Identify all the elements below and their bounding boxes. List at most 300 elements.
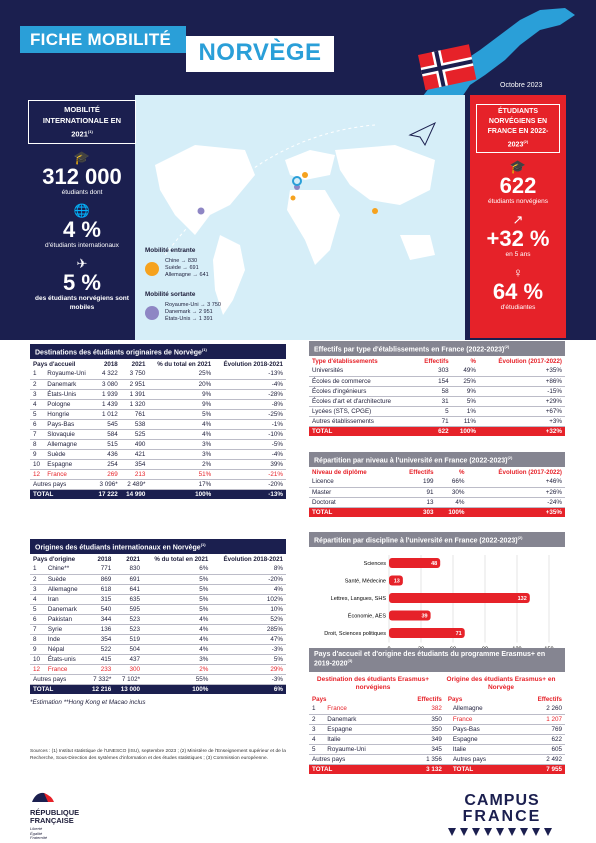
country-cell: États-Unis (44, 389, 93, 399)
table-cell: Italie (445, 744, 516, 754)
table-cell: 345 (396, 744, 445, 754)
table-cell: 1 439 (93, 399, 121, 409)
table-cell: +46% (468, 477, 566, 487)
table-header: 2021 (126, 555, 141, 563)
table-cell: 622 (516, 734, 565, 744)
table-cell: 5% (452, 396, 479, 406)
table-cell: -24% (468, 497, 566, 507)
rank-cell: 2 (30, 379, 44, 389)
country-cell: Pakistan (45, 614, 86, 624)
table-cell: 1 939 (93, 389, 121, 399)
table-cell: 4% (143, 644, 211, 654)
table-cell: Espagne (445, 734, 516, 744)
table-cell: 3 750 (121, 369, 149, 379)
table-row (309, 744, 565, 754)
table-cell: 350 (396, 714, 445, 724)
table-row (30, 604, 286, 614)
table-cell: 3% (148, 439, 214, 449)
rank-cell: 5 (30, 604, 45, 614)
total-row (309, 507, 565, 517)
category-label: Économie, AES (347, 613, 386, 620)
table-cell: 13 (394, 497, 437, 507)
table-cell: 3% (148, 449, 214, 459)
table-cell: 55% (143, 674, 211, 684)
table-cell: 136 (86, 624, 115, 634)
country-cell: Allemagne (44, 439, 93, 449)
table-cell: 3% (143, 654, 211, 664)
table-cell: -15% (479, 386, 565, 396)
table-cell: 58 (414, 386, 452, 396)
table-row (30, 614, 286, 624)
country-cell: Pays-Bas (44, 419, 93, 429)
table-row (30, 439, 286, 449)
table-cell: Autres pays (30, 674, 86, 684)
erasmus-section (309, 648, 565, 774)
stat-fr-growth: +32 % (486, 226, 550, 252)
table-cell: 584 (93, 429, 121, 439)
table-cell: 51% (148, 469, 214, 479)
table-row (309, 366, 565, 376)
table-cell: TOTAL (309, 426, 414, 436)
table-cell: 9% (452, 386, 479, 396)
table-cell: 39% (214, 459, 286, 469)
graduation-cap-icon: 🎓 (73, 149, 91, 165)
table-cell: 6% (143, 564, 211, 574)
table-cell: 622 (414, 426, 452, 436)
table-row (309, 497, 565, 507)
table-cell: +32% (479, 426, 565, 436)
table-cell: 71 (414, 416, 452, 426)
table-header: % (470, 357, 476, 365)
table-row (309, 714, 565, 724)
table-cell: 1 012 (93, 409, 121, 419)
outbound-dot (145, 306, 159, 320)
table-cell: 4% (143, 624, 211, 634)
rank-cell: 4 (30, 594, 45, 604)
table-cell: -4% (214, 379, 286, 389)
table-cell: TOTAL (309, 507, 394, 517)
origins-section (30, 539, 286, 706)
country-cell: Iran (45, 594, 86, 604)
table-cell: 12 (30, 664, 45, 674)
table-row (30, 624, 286, 634)
destinations-section (30, 344, 286, 499)
table-cell: +35% (479, 366, 565, 376)
table-cell: 5% (143, 584, 211, 594)
table-cell: 154 (414, 376, 452, 386)
table-cell: -21% (214, 469, 286, 479)
table-cell: 31 (414, 396, 452, 406)
table-cell: 421 (121, 449, 149, 459)
paper-plane-icon (410, 123, 435, 145)
table-cell: Doctorat (309, 497, 394, 507)
erasmus-right-sub: Origine des étudiants Erasmus+ en Norvège (446, 676, 556, 691)
country-cell: Inde (45, 634, 86, 644)
table-header: Type d'établissements (312, 357, 378, 365)
table-cell: 436 (93, 449, 121, 459)
rank-cell: 10 (30, 654, 45, 664)
table-cell: 605 (516, 744, 565, 754)
table-cell: 5% (143, 594, 211, 604)
table-header: 2018 (97, 555, 112, 563)
stat-fr-women-label: d'étudiantes (500, 304, 536, 312)
graduation-cap-icon: 🎓 (509, 159, 527, 175)
table-cell: TOTAL (30, 489, 93, 499)
table-cell: Royaume-Uni (324, 744, 396, 754)
table-cell: 2 260 (516, 704, 565, 714)
growth-icon: ↗ (512, 212, 524, 228)
outbound-line: États-Unis → 1 391 (165, 316, 213, 322)
stat-international-label: d'étudiants internationaux (45, 241, 119, 249)
table-cell: France (445, 714, 516, 724)
table-cell: 540 (86, 604, 115, 614)
table-cell: 4 (309, 734, 324, 744)
table-cell: +35% (468, 507, 566, 517)
erasmus-title: Pays d'accueil et d'origine des étudiants du programme Erasmus+ en 2019-2020$^{(3)}$ (309, 648, 565, 672)
erasmus-left-sub: Destination des étudiants Erasmus+ norvégiens (316, 676, 430, 691)
table-cell: -10% (214, 429, 286, 439)
table-cell: 350 (396, 724, 445, 734)
table-cell: 344 (86, 614, 115, 624)
niveau-table (309, 467, 565, 517)
right-stats-panel (470, 95, 566, 338)
rank-cell: 9 (30, 644, 45, 654)
table-header: % du total en 2021 (157, 360, 212, 368)
stat-fr-students: 622 (499, 173, 537, 199)
other-row (309, 754, 565, 764)
table-row (30, 574, 286, 584)
outbound-line: Royaume-Uni → 3 750 (165, 302, 221, 308)
table-cell: 29% (211, 664, 286, 674)
table-cell: 523 (114, 624, 143, 634)
plane-icon: ✈ (76, 255, 88, 271)
table-cell: 525 (121, 429, 149, 439)
table-cell: 618 (86, 584, 115, 594)
republique-francaise-logo (30, 790, 120, 841)
table-cell: 761 (121, 409, 149, 419)
table-row (309, 386, 565, 396)
table-header: Niveau de diplôme (312, 468, 367, 476)
table-cell: 2% (143, 664, 211, 674)
table-cell: -3% (211, 644, 286, 654)
bar (389, 593, 530, 603)
table-cell: France (324, 704, 396, 714)
table-cell: 233 (86, 664, 115, 674)
table-row (309, 487, 565, 497)
table-note: *Estimation **Hong Kong et Macao inclus (30, 699, 146, 706)
table-row (30, 379, 286, 389)
table-cell: 349 (396, 734, 445, 744)
rank-cell: 7 (30, 429, 44, 439)
table-row (30, 449, 286, 459)
table-cell: 300 (114, 664, 143, 674)
destinations-title: Destinations des étudiants originaires de Norvège$^{(1)}$ (30, 344, 286, 359)
table-cell: 5% (143, 574, 211, 584)
table-row (309, 376, 565, 386)
table-header: % (458, 468, 465, 476)
table-header: Évolution (2017-2022) (498, 468, 562, 476)
category-label: Lettres, Langues, SHS (330, 596, 386, 602)
origins-table (30, 554, 286, 694)
table-cell: 522 (86, 644, 115, 654)
rank-cell: 4 (30, 399, 44, 409)
table-cell: 2% (148, 459, 214, 469)
table-cell: 769 (516, 724, 565, 734)
table-header: Évolution 2018-2021 (223, 555, 283, 563)
cf-line: FRANCE (462, 808, 542, 825)
niveau-section (309, 452, 565, 517)
table-cell: Autres pays (309, 754, 396, 764)
table-cell: 538 (121, 419, 149, 429)
etab-title: Effectifs par type d'établissements en France (2022-2023)$^{(2)}$ (309, 341, 565, 356)
table-cell: 25% (452, 376, 479, 386)
table-row (309, 416, 565, 426)
table-cell: 2 492 (516, 754, 565, 764)
total-row (30, 489, 286, 499)
france-row (30, 664, 286, 674)
table-cell: 5% (148, 409, 214, 419)
table-cell: Autres établissements (309, 416, 414, 426)
table-cell: TOTAL (30, 684, 86, 694)
table-cell: 14 990 (121, 489, 149, 499)
table-cell: 4% (148, 429, 214, 439)
bar-value-label: 48 (431, 561, 438, 567)
table-cell: +26% (468, 487, 566, 497)
bar-value-label: 132 (517, 596, 527, 602)
country-cell: Pologne (44, 399, 93, 409)
table-cell: 303 (394, 507, 437, 517)
table-row (30, 399, 286, 409)
table-cell: 6% (211, 684, 286, 694)
stat-students-label: étudiants dont (61, 188, 103, 196)
rank-cell: 8 (30, 634, 45, 644)
rank-cell: 3 (30, 584, 45, 594)
table-cell: Master (309, 487, 394, 497)
table-cell: 91 (394, 487, 437, 497)
table-cell: 354 (86, 634, 115, 644)
rf-motto: Liberté (30, 826, 43, 831)
table-cell: 303 (414, 366, 452, 376)
stat-fr-women: 64 % (492, 279, 544, 305)
table-cell: 1 320 (121, 399, 149, 409)
table-cell: +3% (479, 416, 565, 426)
rf-line: FRANÇAISE (30, 816, 74, 825)
rank-cell: 10 (30, 459, 44, 469)
table-cell: 2 951 (121, 379, 149, 389)
table-cell: 213 (121, 469, 149, 479)
table-cell: 3 132 (396, 764, 445, 774)
rank-cell: 7 (30, 624, 45, 634)
table-row (30, 654, 286, 664)
table-cell: 5 (309, 744, 324, 754)
table-cell: 100% (437, 507, 468, 517)
table-cell: 7 955 (516, 764, 565, 774)
table-cell: +29% (479, 396, 565, 406)
table-cell: -1% (214, 419, 286, 429)
country-cell: Népal (45, 644, 86, 654)
category-label: Droit, Sciences politiques (324, 631, 386, 637)
table-cell: 1 (309, 704, 324, 714)
total-row (309, 764, 565, 774)
table-cell: 315 (86, 594, 115, 604)
country-cell: Hongrie (44, 409, 93, 419)
table-row (309, 734, 565, 744)
table-cell: 12 216 (86, 684, 115, 694)
inbound-line: Suède → 691 (165, 265, 199, 271)
table-cell: 4% (211, 584, 286, 594)
table-cell: 199 (394, 477, 437, 487)
table-cell: 12 (30, 469, 44, 479)
table-cell: 515 (93, 439, 121, 449)
outbound-line: Danemark → 2 951 (165, 309, 213, 315)
table-cell: 285% (211, 624, 286, 634)
table-cell: 641 (114, 584, 143, 594)
left-heading: MOBILITÉ INTERNATIONALE EN 2021$^{(1)}$ (28, 100, 136, 144)
table-cell: Danemark (324, 714, 396, 724)
table-row (30, 459, 286, 469)
stat-fr-growth-label: en 5 ans (505, 251, 531, 259)
table-cell: -13% (214, 369, 286, 379)
table-cell: Pays-Bas (445, 724, 516, 734)
table-cell: Espagne (324, 724, 396, 734)
table-cell: 100% (452, 426, 479, 436)
table-row (30, 584, 286, 594)
erasmus-table (309, 694, 565, 774)
table-header: Évolution (2017-2022) (498, 357, 562, 365)
campus-france-logo (438, 793, 566, 843)
table-cell: -5% (214, 439, 286, 449)
stat-mobile-label: des étudiants norvégiens sont mobiles (35, 294, 129, 311)
country-cell: Slovaquie (44, 429, 93, 439)
table-header: % du total en 2021 (154, 555, 209, 563)
table-header: Effectifs (424, 357, 449, 365)
category-label: Santé, Médecine (344, 578, 386, 585)
country-cell: États-unis (45, 654, 86, 664)
table-cell: 20% (148, 379, 214, 389)
country-cell: Chine** (45, 564, 86, 574)
table-header: 2021 (131, 360, 146, 368)
table-cell: 25% (148, 369, 214, 379)
table-cell: 17% (148, 479, 214, 489)
table-cell: 10% (211, 604, 286, 614)
table-row (309, 396, 565, 406)
country-cell: Danemark (44, 379, 93, 389)
table-cell: Lycées (STS, CPGE) (309, 406, 414, 416)
table-cell: 269 (93, 469, 121, 479)
table-cell: 1 356 (396, 754, 445, 764)
table-cell: 1% (452, 406, 479, 416)
table-cell: 4% (148, 419, 214, 429)
france-row (30, 469, 286, 479)
cf-line: CAMPUS (464, 792, 540, 809)
rank-cell: 1 (30, 564, 45, 574)
table-cell: 5% (211, 654, 286, 664)
table-header: Pays (312, 695, 327, 703)
page-title: FICHE MOBILITÉ (20, 26, 186, 53)
bar-value-label: 13 (393, 578, 400, 585)
inbound-line: Allemagne → 641 (165, 272, 209, 278)
table-header: Effectifs (537, 695, 562, 703)
table-header: Effectifs (417, 695, 442, 703)
other-row (30, 479, 286, 489)
table-cell: 8% (211, 564, 286, 574)
table-cell: 254 (93, 459, 121, 469)
table-header: Pays d'origine (33, 555, 76, 563)
category-label: Sciences (363, 561, 386, 567)
table-cell: 869 (86, 574, 115, 584)
table-cell: France (45, 664, 86, 674)
table-cell: 100% (143, 684, 211, 694)
table-cell: -25% (214, 409, 286, 419)
table-row (30, 634, 286, 644)
country-cell: Syrie (45, 624, 86, 634)
table-cell: 4% (437, 497, 468, 507)
table-cell: -4% (214, 449, 286, 459)
table-cell: 523 (114, 614, 143, 624)
table-cell: +67% (479, 406, 565, 416)
table-cell: TOTAL (445, 764, 516, 774)
table-cell: Allemagne (445, 704, 516, 714)
bar (389, 628, 465, 638)
table-cell: 4% (143, 634, 211, 644)
table-cell: 11% (452, 416, 479, 426)
country-title: NORVÈGE (186, 36, 334, 72)
table-cell: 415 (86, 654, 115, 664)
country-cell: Royaume-Uni (44, 369, 93, 379)
table-header: Pays d'accueil (33, 360, 76, 368)
inbound-title: Mobilité entrante (145, 247, 196, 254)
table-row (30, 419, 286, 429)
table-cell: 771 (86, 564, 115, 574)
table-header: 2018 (103, 360, 118, 368)
table-cell: 3 096* (93, 479, 121, 489)
country-cell: Danemark (45, 604, 86, 614)
table-cell: -13% (214, 489, 286, 499)
table-cell: Italie (324, 734, 396, 744)
country-cell: Suède (45, 574, 86, 584)
table-cell: TOTAL (309, 764, 396, 774)
etab-section (309, 341, 565, 436)
discipline-chart (309, 547, 565, 652)
table-cell: 490 (121, 439, 149, 449)
country-cell: Suède (44, 449, 93, 459)
norway-outline-icon (380, 0, 580, 110)
table-cell: 5% (143, 604, 211, 614)
table-cell: 13 000 (114, 684, 143, 694)
table-cell: Écoles d'art et d'architecture (309, 396, 414, 406)
female-icon: ♀ (513, 265, 523, 281)
table-cell: 2 (309, 714, 324, 724)
table-cell: 52% (211, 614, 286, 624)
table-row (30, 644, 286, 654)
table-cell: 830 (114, 564, 143, 574)
niveau-title: Répartition par niveau à l'université en France (2022-2023)$^{(2)}$ (309, 452, 565, 467)
table-cell: Écoles d'ingénieurs (309, 386, 414, 396)
marianne-icon (30, 790, 56, 804)
table-cell: Écoles de commerce (309, 376, 414, 386)
table-cell: 7 332* (86, 674, 115, 684)
rf-motto: Fraternité (30, 835, 48, 840)
table-cell: 4 322 (93, 369, 121, 379)
total-row (309, 426, 565, 436)
stat-fr-students-label: étudiants norvégiens (488, 198, 548, 206)
table-row (30, 594, 286, 604)
table-cell: 47% (211, 634, 286, 644)
world-map (135, 95, 465, 340)
sources: Sources : (1) Institut statistique de l'UNESCO (ISU), septembre 2023 ; (2) Ministère de l'Enseignement supérieur et de la Recherche, Sous-Direction des systèmes d'information et des études statistiques ; (3) Commission européenne. (30, 749, 286, 761)
bar-value-label: 39 (421, 613, 428, 620)
inbound-line: Chine → 830 (165, 258, 198, 264)
